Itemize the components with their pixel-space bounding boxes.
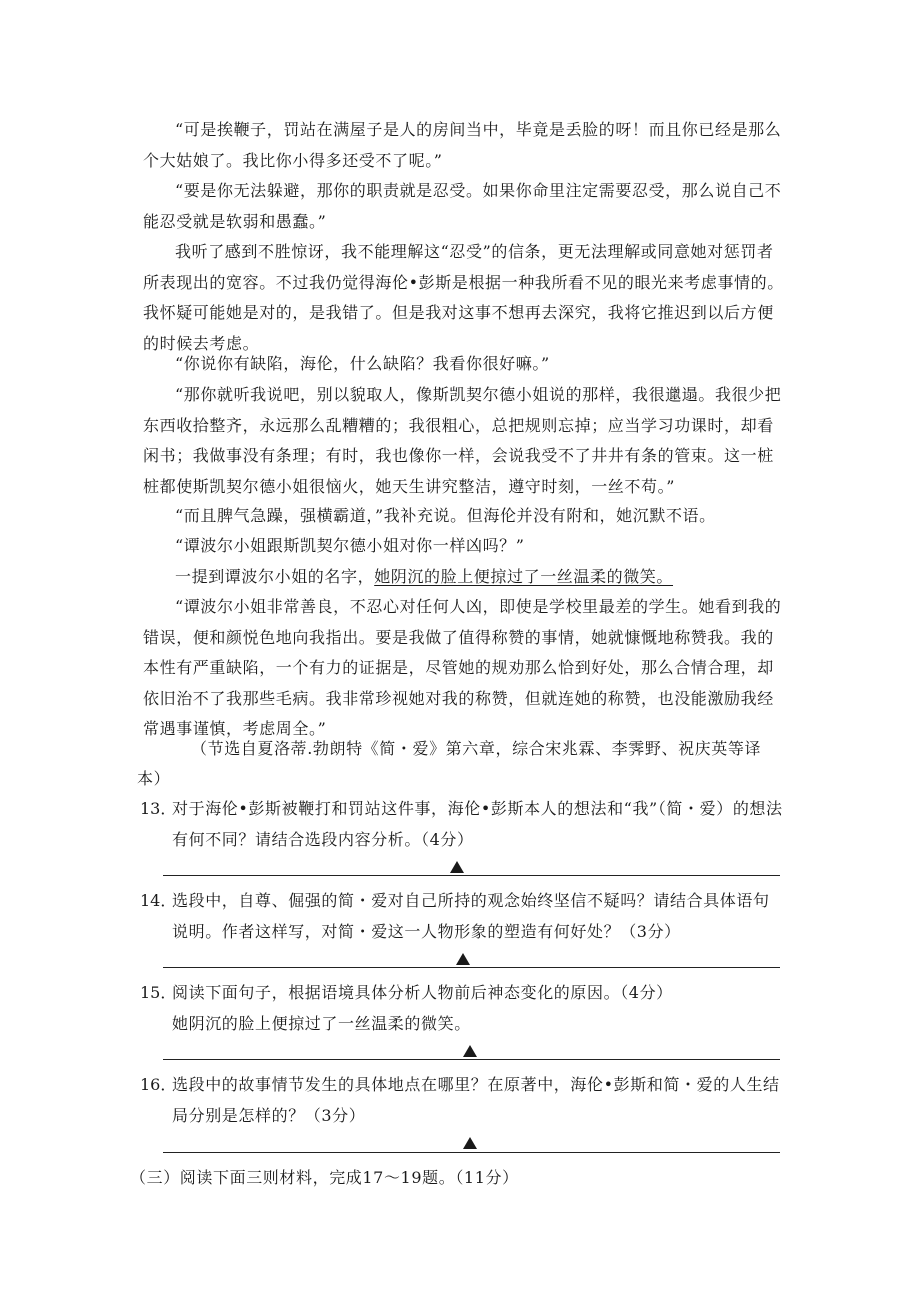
passage-paragraph-7: “谭波尔小姐跟斯凯契尔德小姐对你一样凶吗？” [175,536,525,555]
question-15-quote: 她阴沉的脸上便掠过了一丝温柔的微笑。 [172,1014,471,1033]
answer-marker-triangle-icon [456,953,470,965]
question-16-number: 16． [140,1075,177,1094]
section-three-heading: （三）阅读下面三则材料，完成17～19题。（11分） [130,1168,519,1187]
answer-line-16[interactable] [163,1152,780,1153]
question-14-text: 选段中，自尊、倔强的简・爱对自己所持的观念始终坚信不疑吗？请结合具体语句说明。作者这样写，对简・爱这一人物形象的塑造有何好处？（3分） [172,891,770,941]
question-13-number: 13． [140,799,177,818]
passage-paragraph-2: “要是你无法躲避，那你的职责就是忍受。如果你命里注定需要忍受，那么说自己不能忍受就是软弱和愚蠢。” [143,181,782,231]
answer-marker-triangle-icon [463,1045,477,1057]
source-citation: （节选自夏洛蒂.勃朗特《简・爱》第六章，综合宋兆霖、李霁野、祝庆英等译 [191,739,762,758]
question-16-text: 选段中的故事情节发生的具体地点在哪里？在原著中，海伦•彭斯和简・爱的人生结局分别是怎样的？（3分） [172,1075,780,1125]
passage-paragraph-6: “而且脾气急躁，强横霸道，”我补充说。但海伦并没有附和，她沉默不语。 [175,506,716,525]
answer-marker-triangle-icon [463,1137,477,1149]
question-13-text: 对于海伦•彭斯被鞭打和罚站这件事，海伦•彭斯本人的想法和“我”（简・爱）的想法有何不同？请结合选段内容分析。（4分） [172,799,783,849]
passage-paragraph-9: “谭波尔小姐非常善良，不忍心对任何人凶，即使是学校里最差的学生。她看到我的错误，便和颜悦色地向我指出。要是我做了值得称赞的事情，她就慷慨地称赞我。我的本性有严重缺陷，一个有力的证据是，尽管她的规劝那么恰到好处，那么合情合理，却依旧治不了我那些毛病。我非常珍视她对我的称赞，但就连她的称赞，也没能激励我经常遇事谨慎，考虑周全。” [143,597,782,738]
source-citation-end: 本） [137,769,171,788]
question-15-text: 阅读下面句子，根据语境具体分析人物前后神态变化的原因。（4分） [172,983,673,1002]
question-14-number: 14． [140,891,177,910]
answer-line-15[interactable] [163,1059,780,1060]
passage-paragraph-4: “你说你有缺陷，海伦，什么缺陷？我看你很好嘛。” [175,354,550,373]
answer-line-13[interactable] [163,875,780,876]
answer-line-14[interactable] [163,967,780,968]
underlined-sentence: 她阴沉的脸上便掠过了一丝温柔的微笑。 [374,567,674,586]
answer-marker-triangle-icon [450,861,464,873]
passage-paragraph-1: “可是挨鞭子，罚站在满屋子是人的房间当中，毕竟是丢脸的呀！而且你已经是那么个大姑娘了。我比你小得多还受不了呢。” [143,120,782,170]
passage-paragraph-5: “那你就听我说吧，别以貌取人，像斯凯契尔德小姐说的那样，我很邋遢。我很少把东西收拾整齐，永远那么乱糟糟的；我很粗心，总把规则忘掉；应当学习功课时，却看闲书；我做事没有条理；有时，我也像你一样，会说我受不了井井有条的管束。这一桩桩都使斯凯契尔德小姐很恼火，她天生讲究整洁，遵守时刻，一丝不苟。” [143,385,782,496]
passage-paragraph-8 [143,562,785,593]
paragraph-8-text: 一提到谭波尔小姐的名字， [175,567,375,586]
question-15-number: 15． [140,983,177,1002]
passage-paragraph-3: 我听了感到不胜惊讶，我不能理解这“忍受”的信条，更无法理解或同意她对惩罚者所表现出的宽容。不过我仍觉得海伦•彭斯是根据一种我所看不见的眼光来考虑事情的。我怀疑可能她是对的，是我错了。但是我对这事不想再去深究，我将它推迟到以后方便的时候去考虑。 [143,242,784,353]
